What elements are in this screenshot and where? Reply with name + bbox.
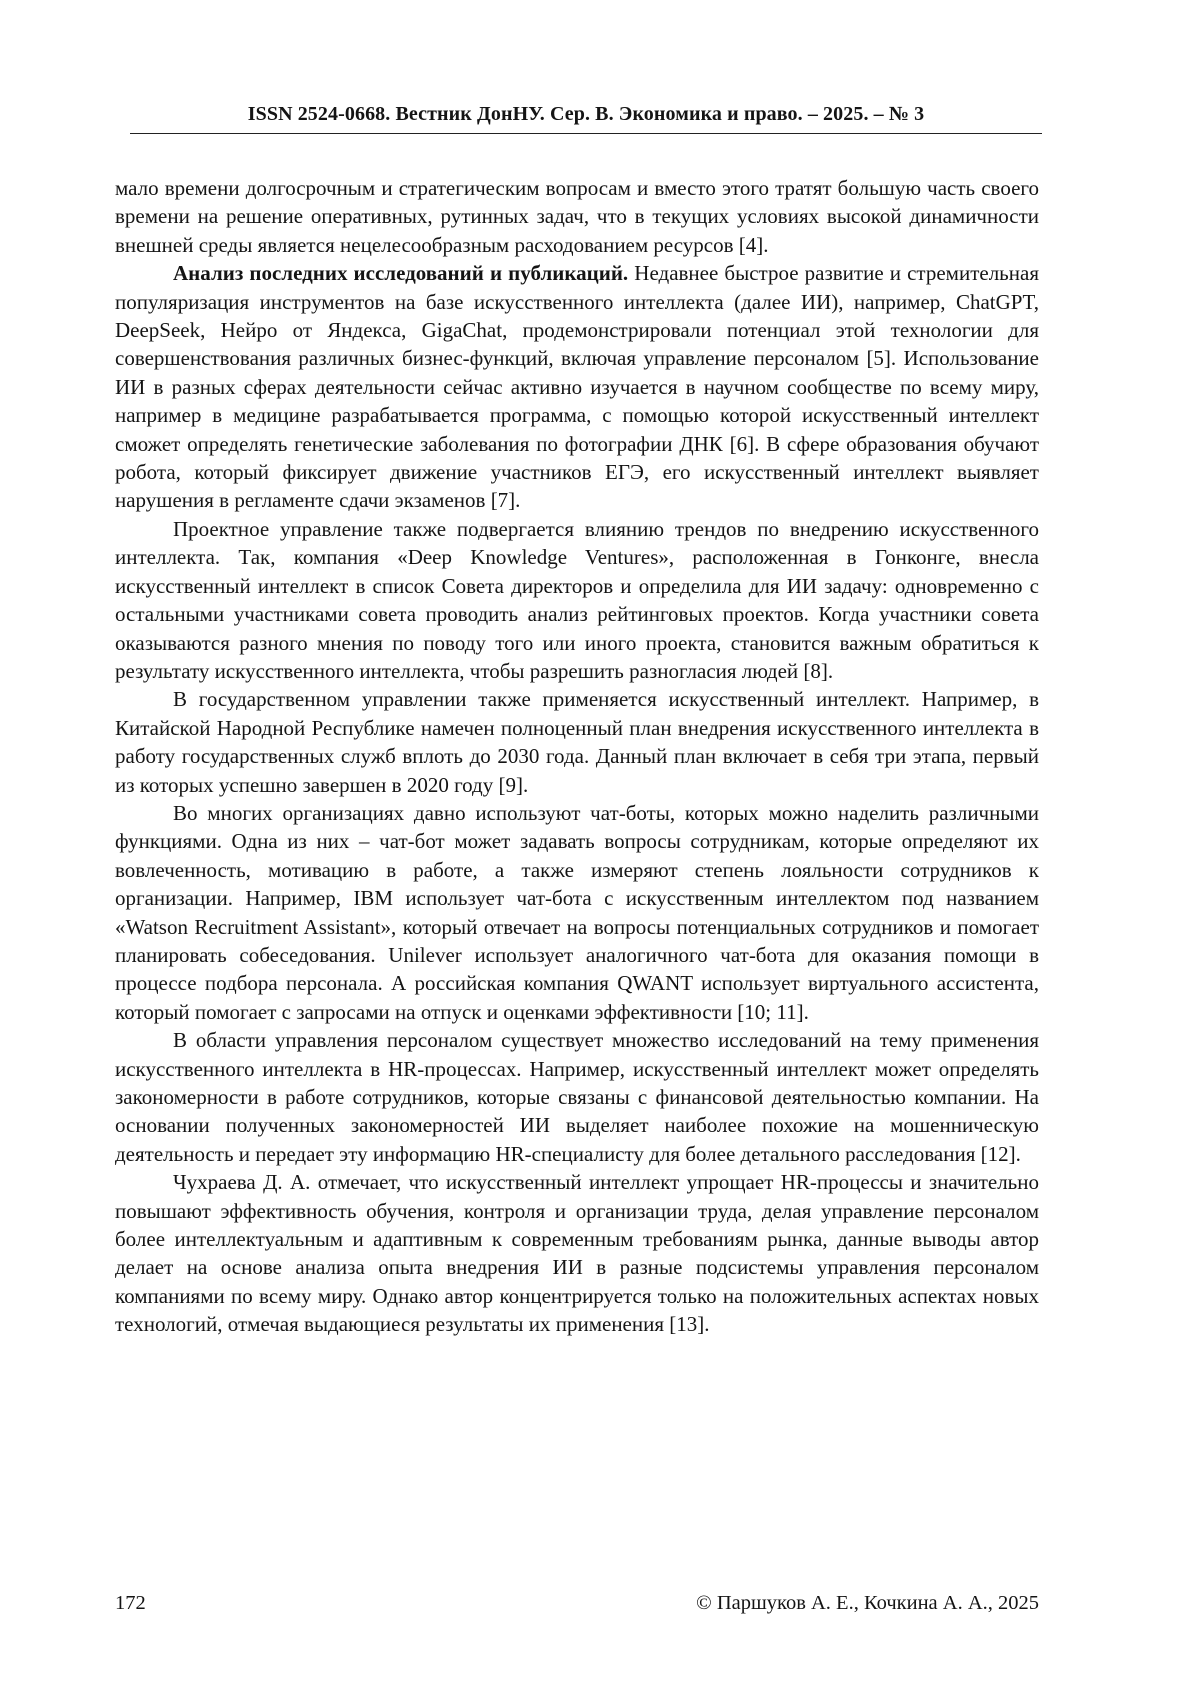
paragraph-text: Чухраева Д. А. отмечает, что искусственный интеллект упрощает HR-процессы и значительно повышают эффективность обучения, контроля и организации труда, делая управление персоналом более интеллектуальным и адаптивным к современным требованиям рынка, данные выводы автор делает на основе анализа опыта внедрения ИИ в разные подсистемы управления персоналом компаниями по всему миру. Однако автор концентрируется только на положительных аспектах новых технологий, отмечая выдающиеся результаты их применения [13]. bbox=[115, 1170, 1039, 1337]
page-number: 172 bbox=[115, 1592, 146, 1614]
section-heading: Анализ последних исследований и публикаций. bbox=[173, 261, 629, 286]
paragraph bbox=[115, 1168, 1039, 1338]
paragraph-literature-review bbox=[115, 259, 1039, 515]
paragraph-continuation bbox=[115, 174, 1039, 259]
article-body bbox=[115, 174, 1039, 1339]
paragraph-text: В государственном управлении также применяется искусственный интеллект. Например, в Китайской Народной Республике намечен полноценный план внедрения искусственного интеллекта в работу государственных служб вплоть до 2030 года. Данный план включает в себя три этапа, первый из которых успешно завершен в 2020 году [9]. bbox=[115, 687, 1039, 797]
paragraph bbox=[115, 685, 1039, 799]
paragraph-text: В области управления персоналом существует множество исследований на тему применения искусственного интеллекта в HR-процессах. Например, искусственный интеллект может определять закономерности в работе сотрудников, которые связаны с финансовой деятельностью компании. На основании полученных закономерностей ИИ выделяет наиболее похожие на мошенническую деятельность и передает эту информацию HR-специалисту для более детального расследования [12]. bbox=[115, 1028, 1039, 1166]
paragraph bbox=[115, 1026, 1039, 1168]
paragraph-text: Недавнее быстрое развитие и стремительная популяризация инструментов на базе искусственного интеллекта (далее ИИ), например, ChatGPT, DeepSeek, Нейро от Яндекса, GigaChat, продемонстрировали потенциал этой технологии для совершенствования различных бизнес-функций, включая управление персоналом [5]. Использование ИИ в разных сферах деятельности сейчас активно изучается в научном сообществе по всему миру, например в медицине разрабатывается программа, с помощью которой искусственный интеллект сможет определять генетические заболевания по фотографии ДНК [6]. В сфере образования обучают робота, который фиксирует движение участников ЕГЭ, его искусственный интеллект выявляет нарушения в регламенте сдачи экзаменов [7]. bbox=[115, 261, 1039, 513]
paragraph-text: Во многих организациях давно используют чат-боты, которых можно наделить различными функциями. Одна из них – чат-бот может задавать вопросы сотрудникам, которые определяют их вовлеченность, мотивацию в работе, а также измеряют степень лояльности сотрудников к организации. Например, IBM использует чат-бота с искусственным интеллектом под названием «Watson Recruitment Assistant», который отвечает на вопросы потенциальных сотрудников и помогает планировать собеседования. Unilever использует аналогичного чат-бота для оказания помощи в процессе подбора персонала. А российская компания QWANT использует виртуального ассистента, который помогает с запросами на отпуск и оценками эффективности [10; 11]. bbox=[115, 800, 1039, 1024]
paragraph bbox=[115, 515, 1039, 685]
paragraph bbox=[115, 799, 1039, 1026]
header-rule bbox=[130, 133, 1042, 134]
paragraph-text: мало времени долгосрочным и стратегическим вопросам и вместо этого тратят большую часть своего времени на решение оперативных, рутинных задач, что в текущих условиях высокой динамичности внешней среды является нецелесообразным расходованием ресурсов [4]. bbox=[115, 176, 1039, 257]
paragraph-text: Проектное управление также подвергается влиянию трендов по внедрению искусственного интеллекта. Так, компания «Deep Knowledge Ventures», расположенная в Гонконге, внесла искусственный интеллект в список Совета директоров и определила для ИИ задачу: одновременно с остальными участниками совета проводить анализ рейтинговых проектов. Когда участники совета оказываются разного мнения по поводу того или иного проекта, становится важным обратиться к результату искусственного интеллекта, чтобы разрешить разногласия людей [8]. bbox=[115, 516, 1039, 683]
copyright-notice: © Паршуков А. Е., Кочкина А. А., 2025 bbox=[696, 1592, 1039, 1614]
running-header: ISSN 2524-0668. Вестник ДонНУ. Сер. В. Экономика и право. – 2025. – № 3 bbox=[247, 103, 925, 125]
